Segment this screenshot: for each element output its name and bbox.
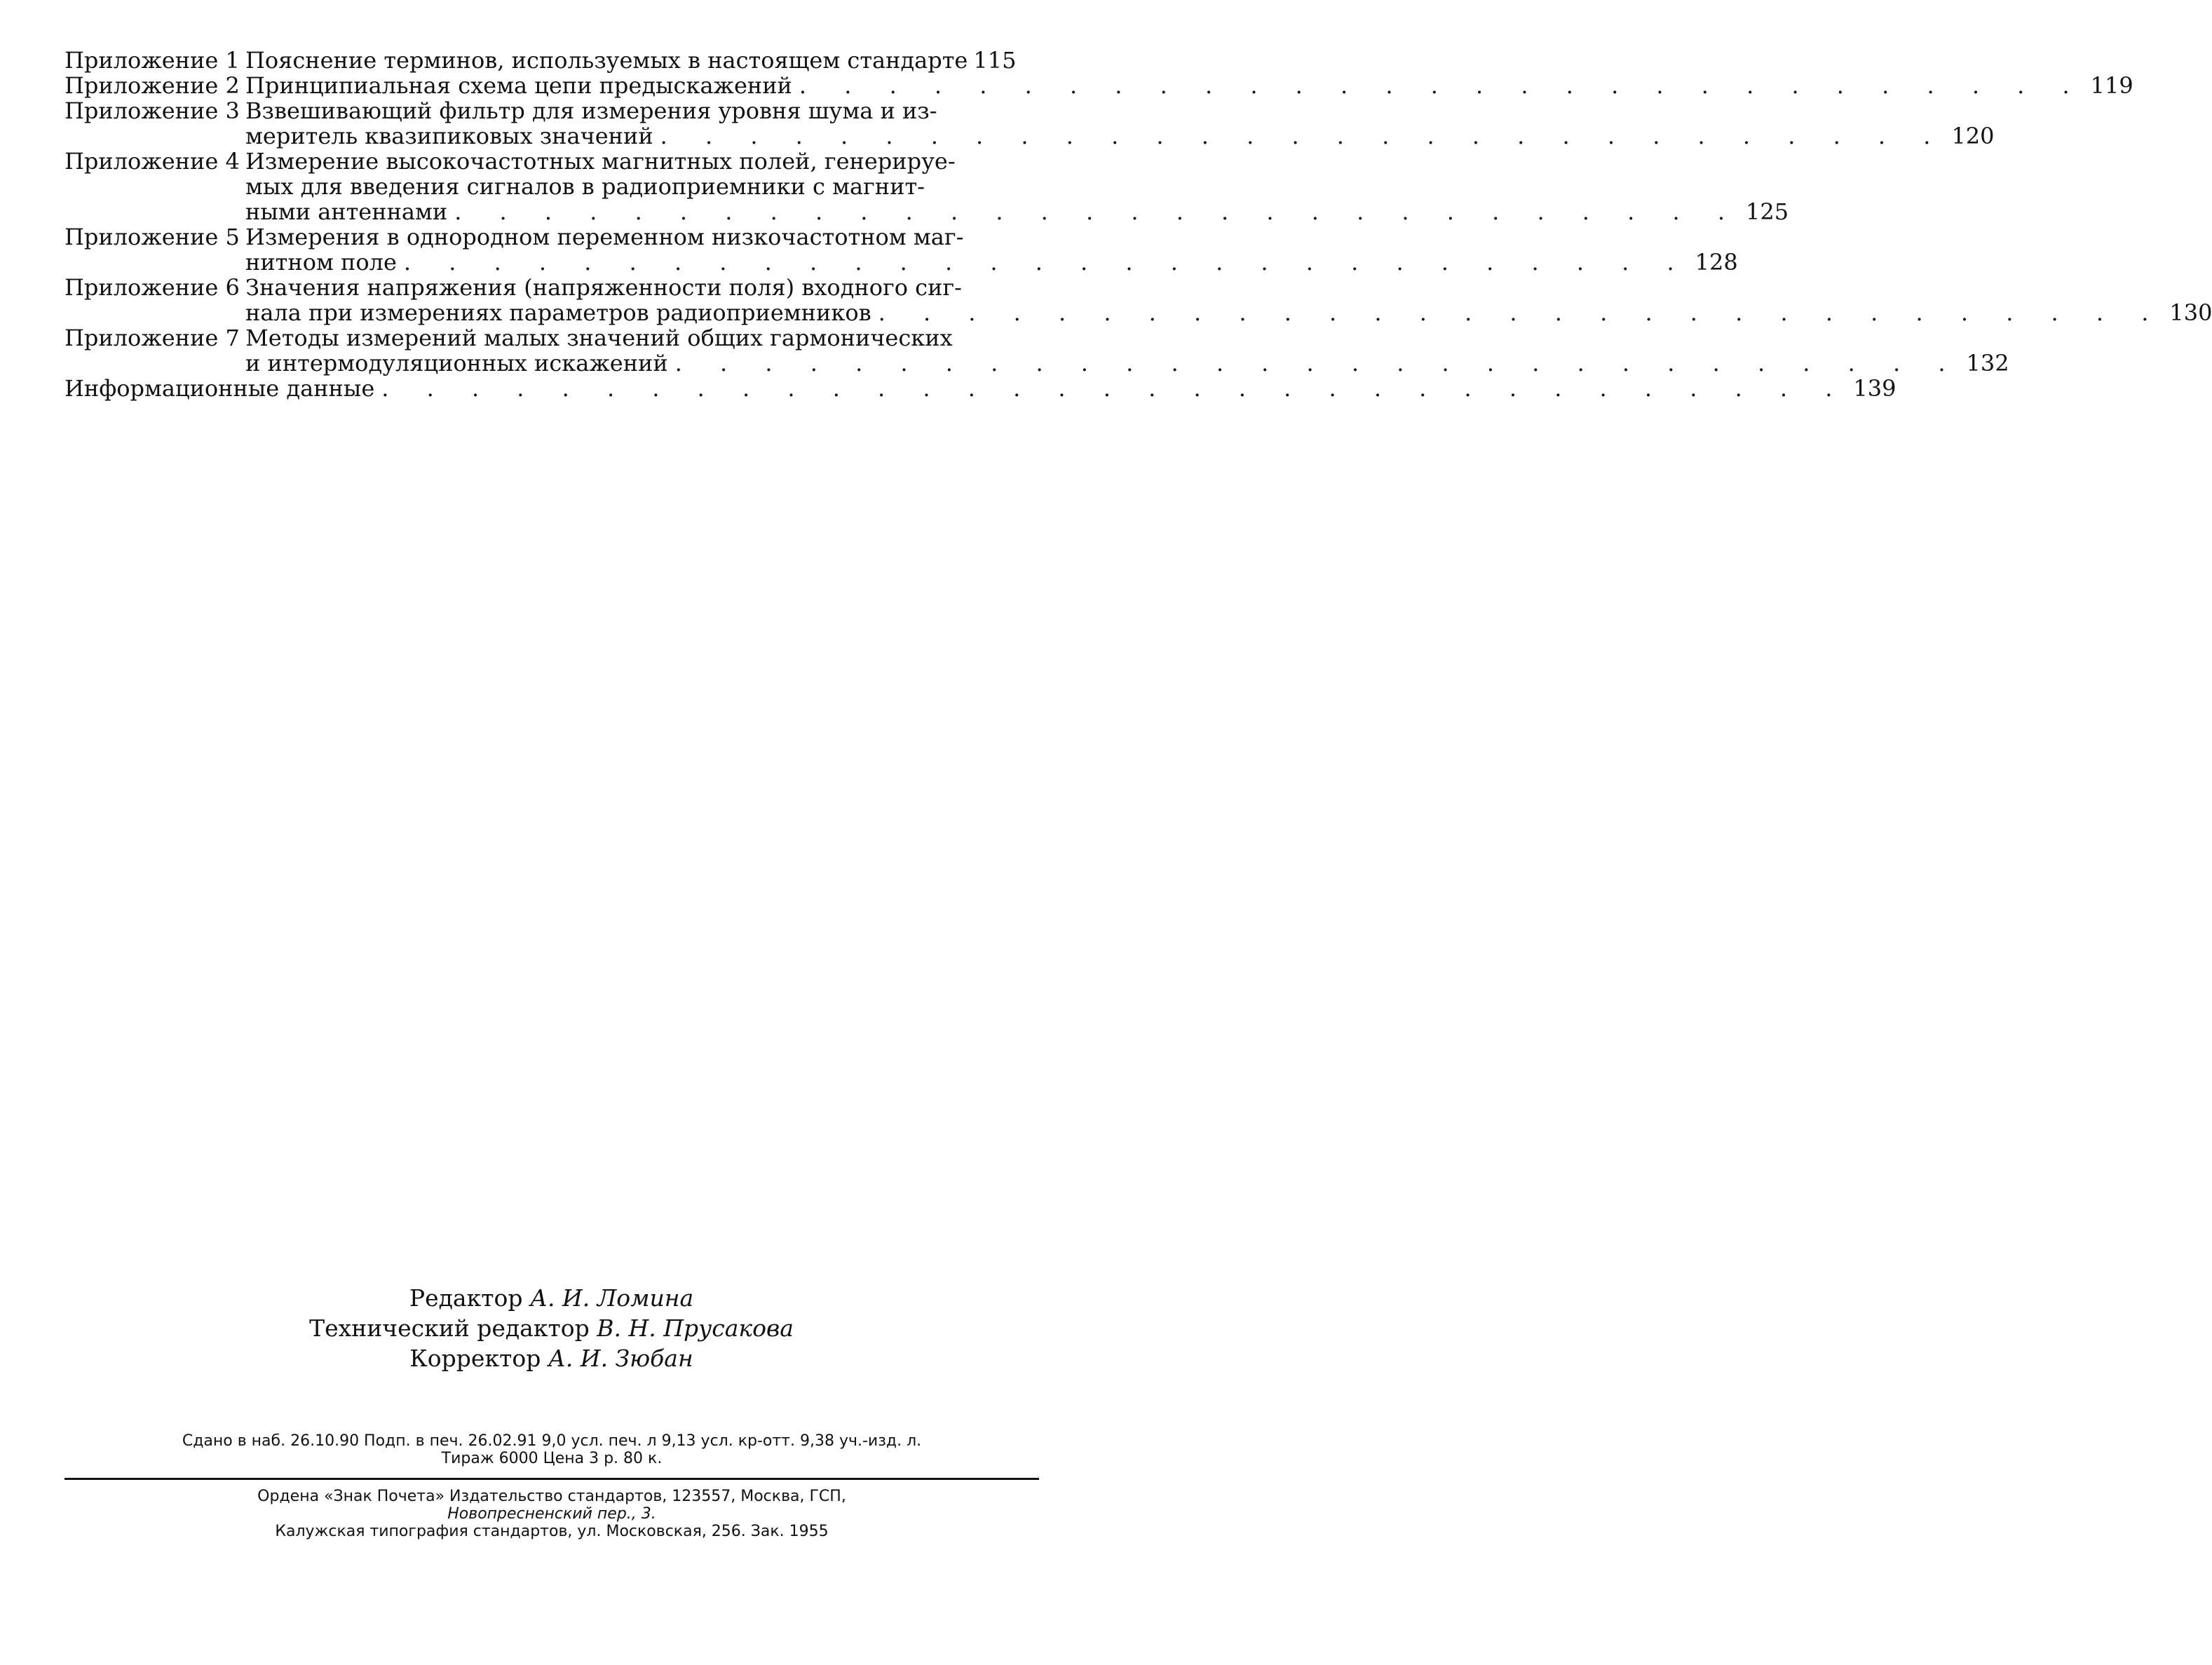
publisher-name: Ордена «Знак Почета» Издательство стандартов, 123557, Москва, ГСП, [257, 1488, 846, 1505]
toc-title-continued: мых для введения сигналов в радиоприемники с магнит- [245, 173, 925, 200]
publisher-info [65, 1488, 1039, 1540]
toc-entry[interactable] [65, 224, 1738, 276]
dot-leader: . . . . . . . . . . . . . . . . . . . . . . . . . . . . . [674, 350, 1961, 376]
toc-label: Приложение 7 [65, 325, 240, 351]
credit-role: Редактор [409, 1284, 523, 1312]
credit-name: В. Н. Прусакова [597, 1314, 794, 1342]
print-dates: Сдано в наб. 26.10.90 Подп. в печ. 26.02.91 9,0 усл. печ. л 9,13 усл. кр-отт. 9,38 уч.-изд. л. [182, 1432, 922, 1450]
toc-title: Измерения в однородном переменном низкочастотном маг- [245, 224, 964, 250]
table-of-contents [65, 47, 2212, 402]
printing-house: Калужская типография стандартов, ул. Московская, 256. Зак. 1955 [275, 1523, 829, 1540]
dot-leader: . . . . . . . . . . . . . . . . . . . . . . . . . . . . . [403, 249, 1690, 276]
credit-name: А. И. Зюбан [548, 1345, 693, 1372]
print-details [65, 1432, 1039, 1467]
dot-leader: . . . . . . . . . . . . . . . . . . . . . . . . . . . . . [799, 72, 2085, 99]
toc-entry[interactable] [65, 72, 2133, 99]
toc-entry[interactable] [65, 325, 2009, 376]
dot-leader: . . . . . . . . . . . . . . . . . . . . . . . . . . . . . [878, 299, 2164, 326]
credit-role: Технический редактор [309, 1314, 590, 1342]
toc-page: 115 [973, 47, 1017, 74]
toc-title: Значения напряжения (напряженности поля) входного сиг- [245, 274, 962, 301]
toc-entry[interactable] [65, 274, 2212, 326]
credit-name: А. И. Ломина [529, 1284, 694, 1312]
toc-title: Принципиальная схема цепи предыскажений [245, 72, 792, 99]
toc-label: Приложение 5 [65, 224, 240, 250]
credit-tech-editor [0, 1313, 1103, 1343]
toc-page: 128 [1695, 249, 1738, 276]
credits-block [0, 1283, 1103, 1373]
toc-page: 132 [1966, 350, 2009, 376]
toc-title-continued: нитном поле [245, 249, 397, 276]
credit-proofreader [0, 1343, 1103, 1373]
toc-page: 119 [2090, 72, 2133, 99]
dot-leader: . . . . . . . . . . . . . . . . . . . . . . . . . . . . . . . . . [381, 375, 1848, 402]
toc-title: Методы измерений малых значений общих гармонических [245, 325, 953, 351]
toc-page: 139 [1853, 375, 1897, 402]
toc-title-continued: и интермодуляционных искажений [245, 350, 668, 376]
toc-entry[interactable] [65, 375, 1897, 402]
toc-page: 130 [2169, 299, 2212, 326]
credit-role: Корректор [409, 1345, 541, 1372]
toc-page: 120 [1951, 123, 1995, 149]
toc-label: Приложение 2 [65, 72, 240, 99]
print-run-price: Тираж 6000 Цена 3 р. 80 к. [441, 1450, 663, 1467]
toc-label: Приложение 4 [65, 148, 240, 175]
publisher-address: Новопресненский пер., 3. [447, 1505, 656, 1523]
toc-label: Приложение 6 [65, 274, 240, 301]
toc-title-continued: меритель квазипиковых значений [245, 123, 653, 149]
toc-label: Приложение 3 [65, 97, 240, 124]
toc-page: 125 [1745, 198, 1789, 225]
toc-title-continued: нала при измерениях параметров радиоприемников [245, 299, 871, 326]
toc-title: Измерение высокочастотных магнитных полей, генерируе- [245, 148, 956, 175]
toc-title: Взвешивающий фильтр для измерения уровня шума и из- [245, 97, 937, 124]
toc-entry[interactable] [65, 148, 1789, 225]
divider [65, 1478, 1039, 1480]
toc-label: Приложение 1 [65, 47, 240, 74]
toc-title-continued: ными антеннами [245, 198, 448, 225]
credit-editor [0, 1283, 1103, 1313]
dot-leader: . . . . . . . . . . . . . . . . . . . . . . . . . . . . . [660, 123, 1946, 149]
dot-leader: . . . . . . . . . . . . . . . . . . . . . . . . . . . . . [454, 198, 1740, 225]
toc-entry[interactable] [65, 47, 1017, 74]
toc-entry[interactable] [65, 97, 1995, 149]
toc-title: Информационные данные [65, 375, 375, 402]
toc-title: Пояснение терминов, используемых в настоящем стандарте [245, 47, 968, 74]
